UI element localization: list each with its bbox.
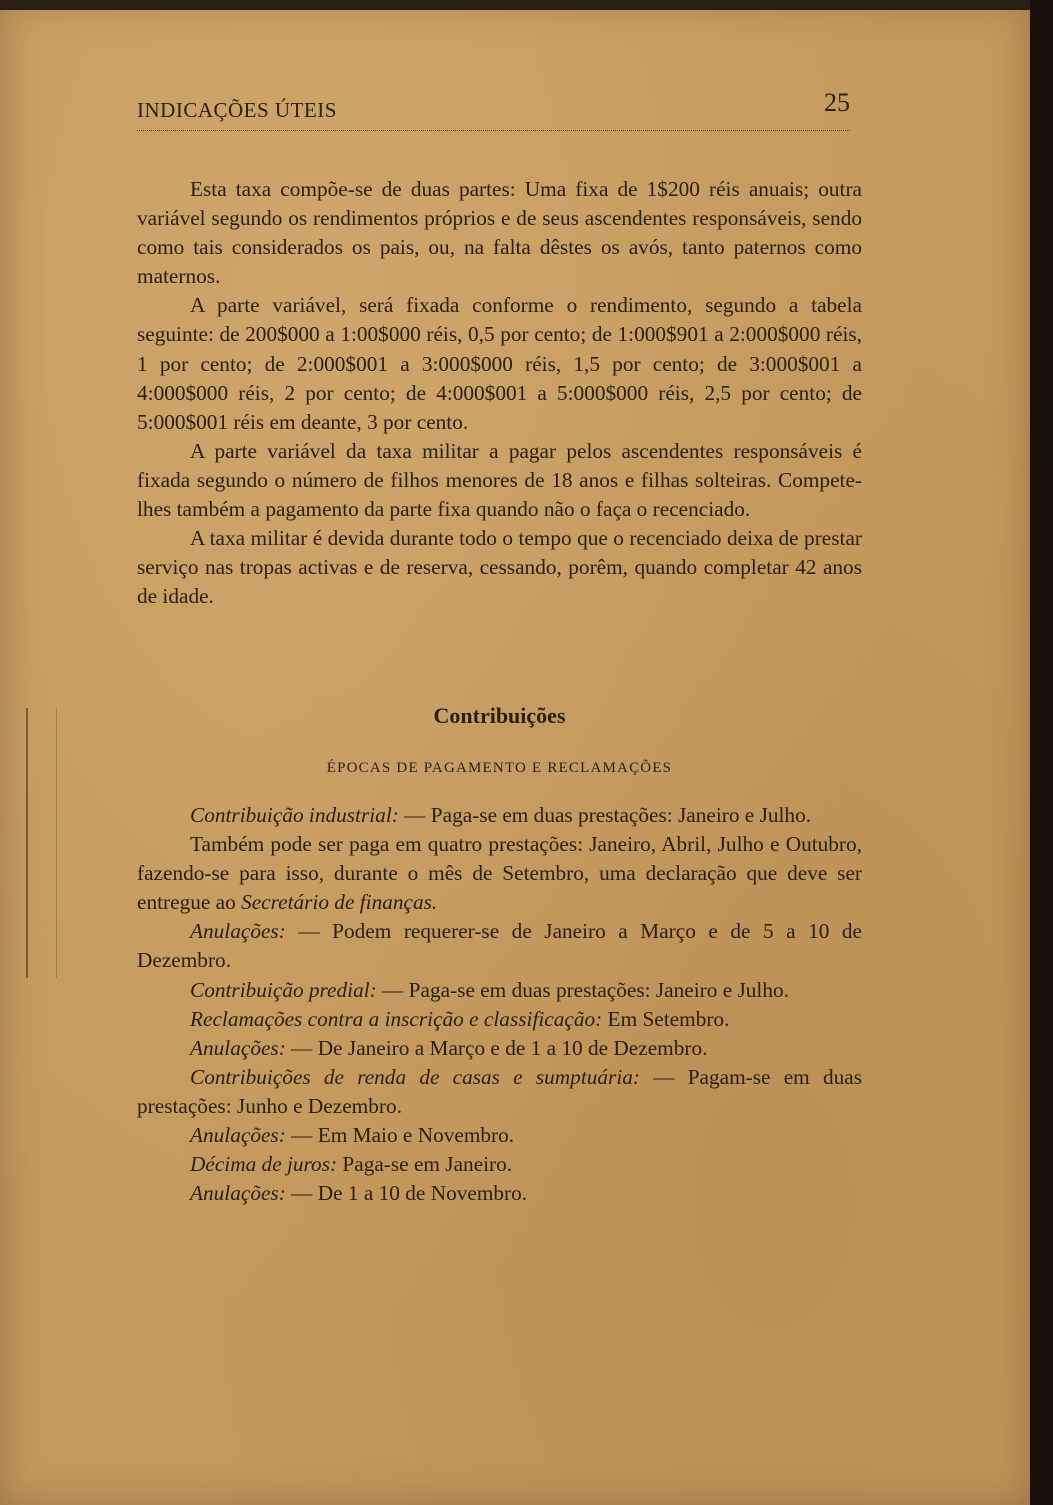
entry-label: Anulações:: [190, 919, 286, 944]
paragraph-taxa-devida: A taxa militar é devida durante todo o tempo que o recenciado deixa de prestar serviço nas tropas activas e de reserva, cessando, porêm, quando completar 42 anos de idade.: [137, 526, 862, 609]
entry-label: Contribuição predial:: [190, 977, 377, 1002]
section-title: Contribuições: [433, 703, 566, 728]
entry-anulacoes-industrial: [137, 917, 862, 975]
section-subtitle: ÉPOCAS DE PAGAMENTO E RECLAMAÇÕES: [326, 760, 673, 776]
entry-text: Em Setembro.: [602, 1006, 730, 1031]
intro-text: [137, 175, 862, 611]
entry-text: — Paga-se em duas prestações: Janeiro e Julho.: [376, 977, 789, 1002]
entry-text: — De Janeiro a Março e de 1 a 10 de Dezembro.: [285, 1035, 708, 1060]
entry-anulacoes-predial: [137, 1034, 862, 1063]
paragraph-parte-variavel: A parte variável, será fixada conforme o rendimento, segundo a tabela seguinte: de 200$000 a 1:00$000 réis, 0,5 por cento; de 1:000$901 a 2:000$000 réis, 1 por cento; de 2:000$001 a 3:000$000 réis, 1,5 por cento; de 3:000$001 a 4:000$000 réis, 2 por cento; de 4:000$001 a 5:000$000 réis, 2,5 por cento; de 5:000$001 réis em deante, 3 por cento.: [137, 293, 862, 434]
page-header: [137, 88, 850, 124]
paragraph-ascendentes: A parte variável da taxa militar a pagar pelos ascendentes responsáveis é fixada segundo o número de filhos menores de 18 anos e filhas solteiras. Compete-lhes também a pagamento da parte fixa quando não o faça o recenciado.: [137, 438, 862, 522]
entry-text: — Paga-se em duas prestações: Janeiro e Julho.: [398, 803, 812, 827]
entry-contribuicao-industrial: [137, 801, 862, 830]
entry-label: Secretário de finanças.: [241, 890, 438, 915]
entry-quatro-prestacoes: [137, 830, 862, 917]
entry-label: Décima de juros:: [190, 1152, 338, 1177]
entry-label: Contribuição industrial:: [190, 803, 399, 827]
page-number: 25: [824, 88, 850, 117]
entry-decima-juros: [137, 1150, 862, 1179]
entry-contribuicao-predial: [137, 976, 862, 1005]
entry-text: — De 1 a 10 de Novembro.: [285, 1181, 528, 1206]
entry-label: Reclamações contra a inscrição e classificação:: [190, 1006, 603, 1031]
entry-label: Contribuições de renda de casas e sumptuária:: [190, 1064, 640, 1089]
binding-stitches: [26, 708, 57, 978]
entry-text: Também pode ser paga em quatro prestações: Janeiro, Abril, Julho e Outubro, fazendo-se para isso, durante o mês de Setembro, uma declaração que deve ser entregue ao: [137, 832, 862, 915]
header-rule: [137, 130, 850, 131]
entry-label: Anulações:: [190, 1123, 286, 1148]
entry-label: Anulações:: [190, 1181, 286, 1206]
entry-label: Anulações:: [190, 1035, 286, 1060]
entry-text: Paga-se em Janeiro.: [337, 1152, 513, 1177]
entry-text: — Pagam-se em duas prestações: Junho e Dezembro.: [137, 1064, 862, 1118]
entry-anulacoes-renda: [137, 1121, 862, 1150]
entry-reclamacoes: [137, 1005, 862, 1034]
entry-text: — Podem requerer-se de Janeiro a Março e de 5 a 10 de Dezembro.: [137, 919, 862, 973]
entry-text: — Em Maio e Novembro.: [285, 1123, 515, 1148]
paragraph-taxa-partes: Esta taxa compõe-se de duas partes: Uma fixa de 1$200 réis anuais; outra variável segundo os rendimentos próprios e de seus ascendentes responsáveis, sendo como tais considerados os pais, ou, na falta dêstes os avós, tanto paternos como maternos.: [137, 177, 862, 289]
entry-renda-casas: [137, 1063, 862, 1121]
contribuicoes-text: [137, 801, 862, 1208]
entry-anulacoes-decima: [137, 1179, 862, 1208]
scan-background-edge: [1030, 0, 1053, 1505]
page-top-edge: [0, 0, 1030, 10]
running-head: INDICAÇÕES ÚTEIS: [137, 98, 337, 122]
